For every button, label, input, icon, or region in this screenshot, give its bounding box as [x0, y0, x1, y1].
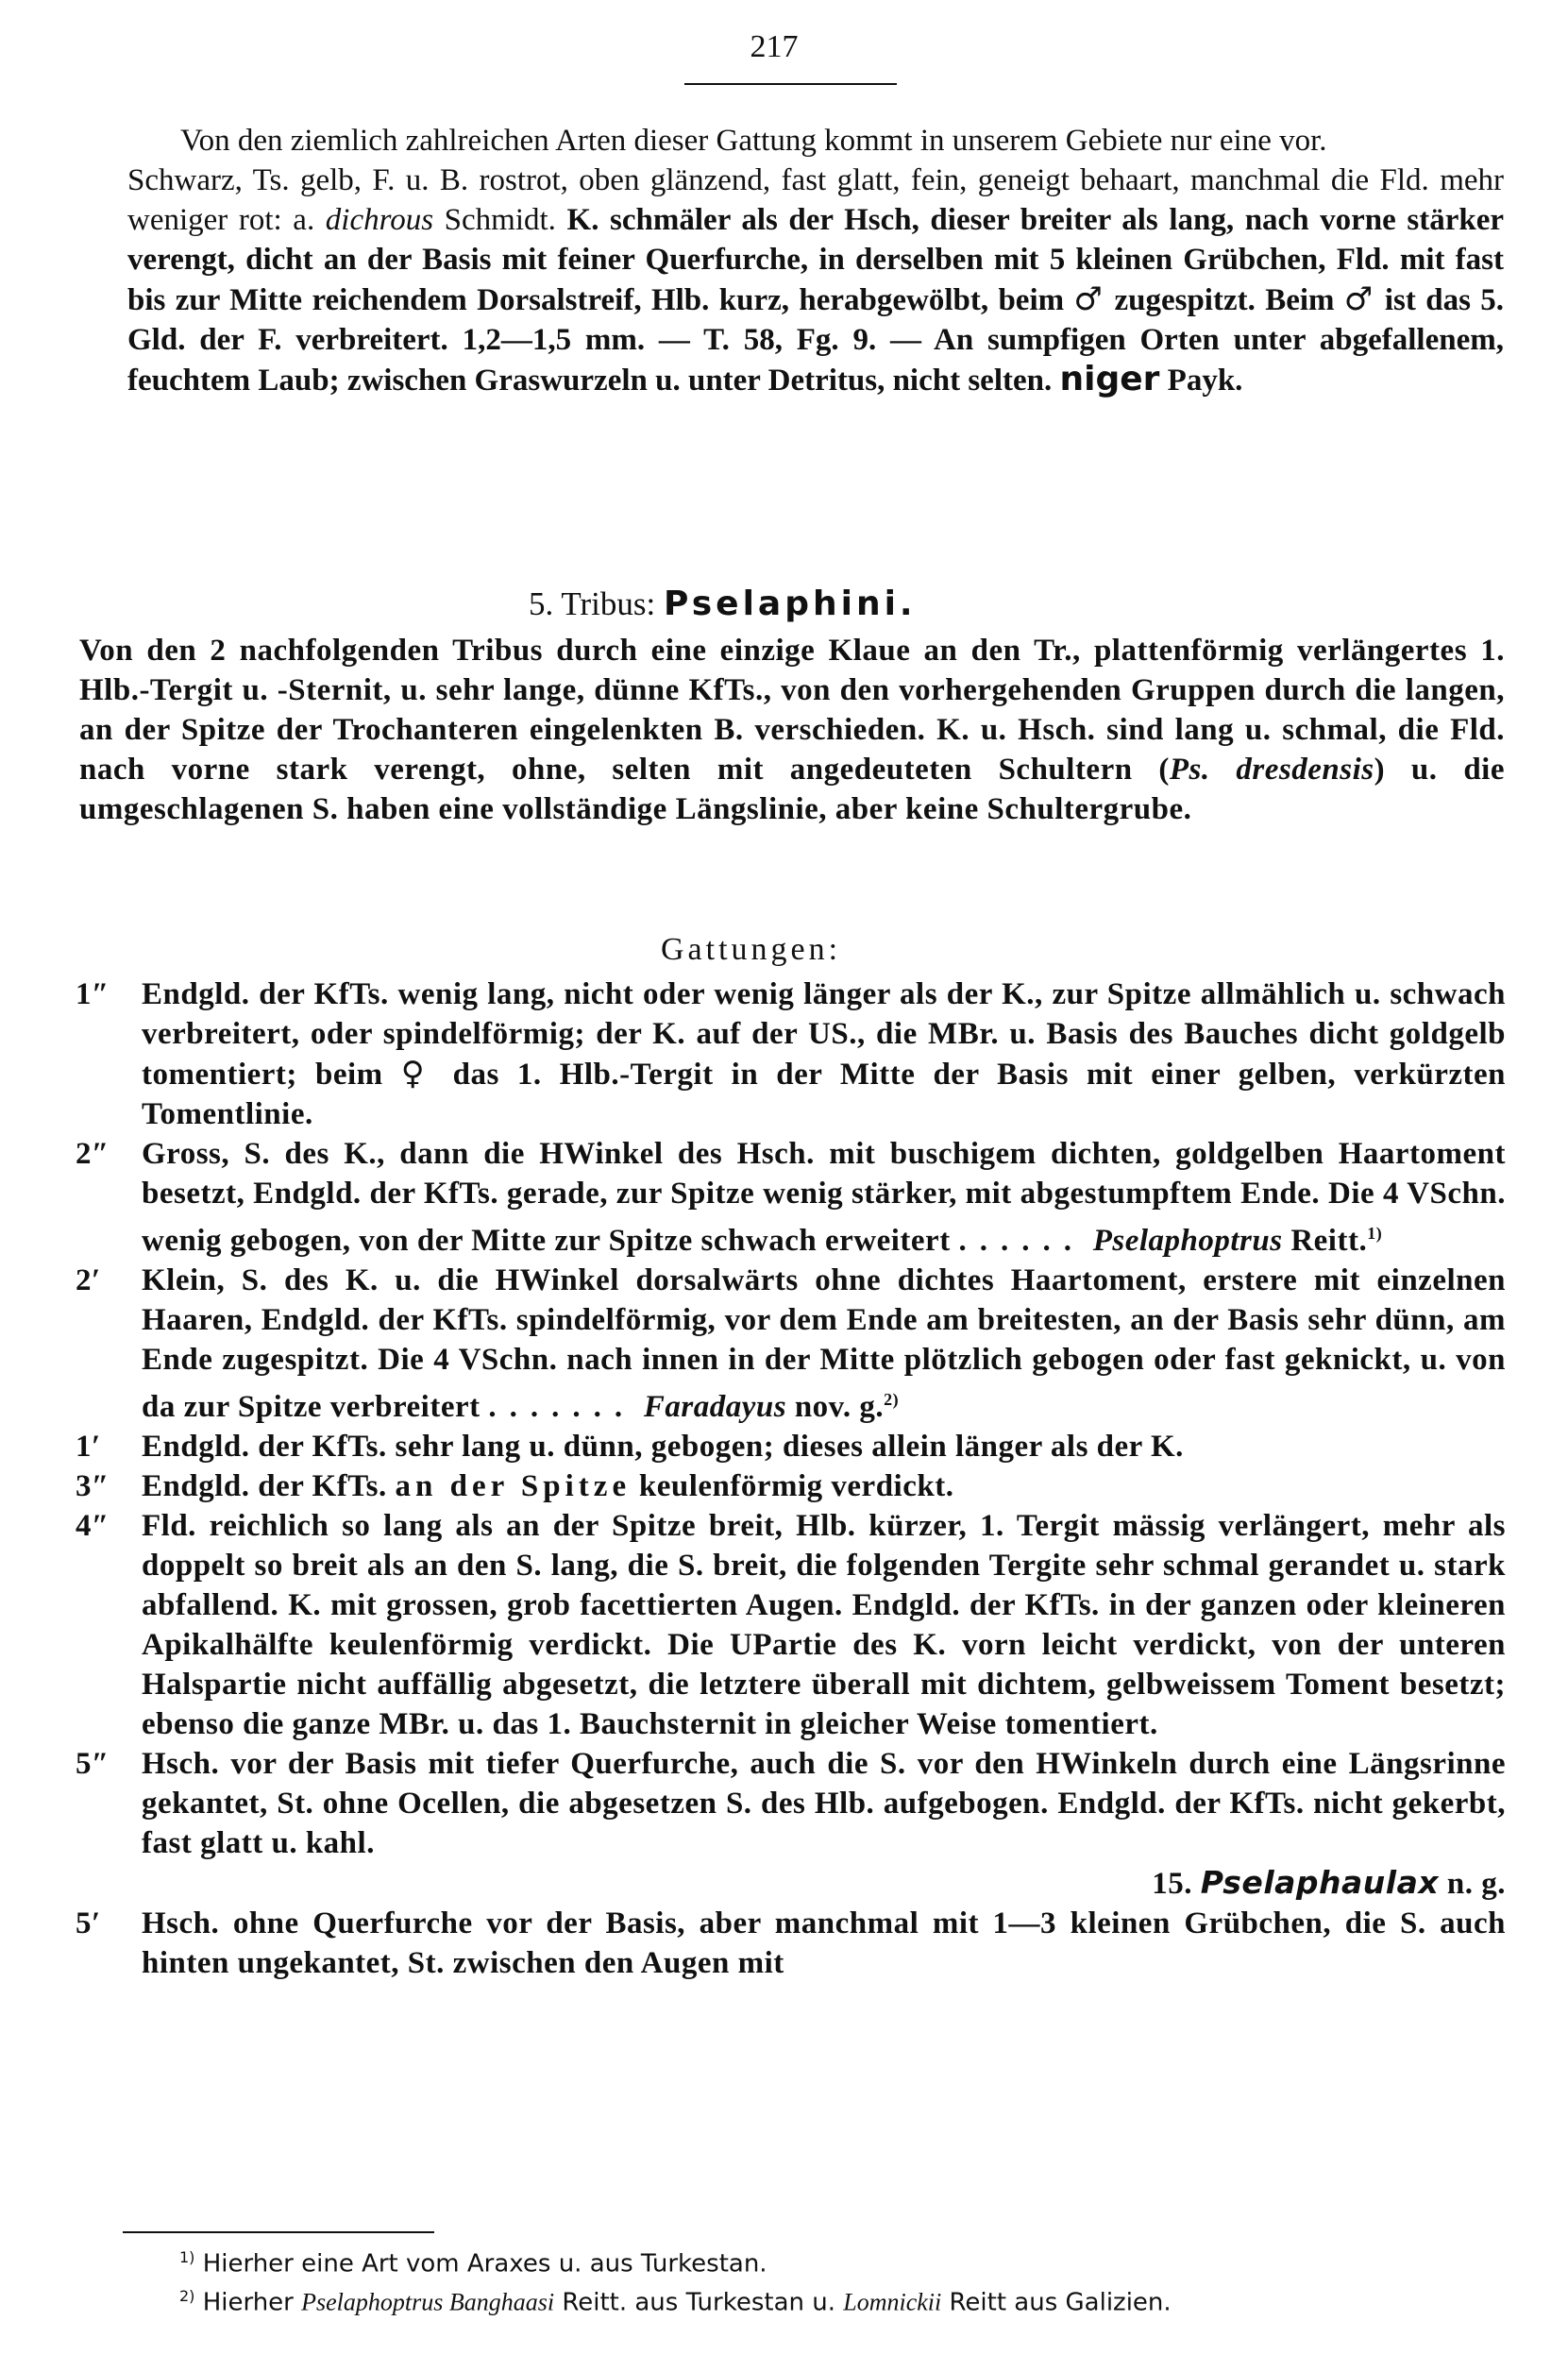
genus-name: Faradayus [643, 1390, 787, 1424]
key-entry [76, 1261, 1506, 1427]
genus-name: Pselaphaulax [1200, 1864, 1440, 1901]
desc-part-d: zugespitzt. Beim [1114, 283, 1335, 317]
tribus-prefix: 5. Tribus: [529, 585, 656, 622]
footnote-species: Pselaphoptrus Banghaasi [301, 2288, 555, 2316]
key-text: Hsch. vor der Basis mit tiefer Querfurche, auch die S. vor den HWinkeln durch eine Längsrinne gekantet, St. ohne Ocellen, die abgesetzen S. des Hlb. aufgebogen. Endgld. der KfTs. nicht gekerbt, fast glatt u. kahl. [142, 1747, 1506, 1860]
key-number: 4″ [76, 1509, 110, 1543]
key-text: Hsch. ohne Querfurche vor der Basis, aber manchmal mit 1—3 kleinen Grübchen, die S. auch hinten ungekantet, St. zwischen den Augen mit [142, 1906, 1506, 1980]
desc-part-a: Schwarz, Ts. gelb, F. u. B. rostrot, oben glänzend, fast glatt, fein, geneigt behaart, manchmal die Fld. mehr weniger rot: a. [127, 163, 1504, 237]
dichrous-name: dichrous [325, 203, 434, 237]
male-symbol-icon: ♂ [1073, 280, 1105, 318]
footnote-text-mid: Reitt. aus Turkestan u. [562, 2288, 835, 2317]
genus-author: nov. g. [794, 1390, 885, 1424]
species-description [127, 161, 1504, 400]
intro-paragraph [78, 121, 1504, 161]
genus-author: n. g. [1446, 1867, 1506, 1901]
key-number: 2′ [76, 1263, 101, 1297]
footnote-text: Hierher eine Art vom Araxes u. aus Turkestan. [202, 2249, 767, 2279]
footnote-text-end: Reitt aus Galizien. [949, 2288, 1172, 2317]
male-symbol-icon: ♂ [1343, 280, 1375, 318]
footnote [179, 2242, 1501, 2280]
tribus-name: Pselaphini. [664, 585, 917, 623]
genus-name: Pselaphoptrus [1092, 1224, 1283, 1258]
footnote-rule [123, 2231, 434, 2233]
key-text-spaced: an der Spitze [395, 1469, 632, 1503]
key-text: Klein, S. des K. u. die HWinkel dorsalwärts ohne dichtes Haartoment, erstere mit einzelnen Haaren, Endgld. der KfTs. spindelförmig, vor dem Ende am breitesten, an der Basis sehr dünn, am Ende zugespitzt. Die 4 VSchn. nach innen in der Mitte plötzlich gebogen oder fast geknickt, u. von da zur Spitze verbreitert [142, 1263, 1506, 1424]
tribus-desc-species: Ps. dresdensis [1169, 753, 1374, 787]
desc-part-e: ist das 5. Gld. der F. verbreitert. 1,2—1,5 mm. — T. 58, Fg. 9. — An sumpfigen Orten unter abgefallenem, feuchtem Laub; zwischen Graswurzeln u. unter Detritus, nicht selten. [127, 283, 1505, 398]
key-entry [76, 1904, 1506, 1983]
key-text: Endgld. der KfTs. [142, 1469, 387, 1503]
key-entry [76, 1466, 1506, 1506]
footnote-species: Lomnickii [843, 2288, 942, 2316]
desc-part-c: K. schmäler als der Hsch, dieser breiter als lang, nach vorne stärker verengt, dicht an der Basis mit feiner Querfurche, in derselben mit 5 kleinen Grübchen, Fld. mit fast bis zur Mitte reichendem Dorsalstreif, Hlb. kurz, herabgewölbt, beim [127, 203, 1505, 317]
species-name: niger [1059, 360, 1160, 398]
key-text: Endgld. der KfTs. wenig lang, nicht oder wenig länger als der K., zur Spitze allmählich u. schwach verbreitert, oder spindelförmig; der K. auf der US., die MBr. u. Basis des Bauches dicht goldgelb tomentiert; beim [142, 977, 1506, 1092]
leader-dots: ...... [958, 1224, 1085, 1258]
genus-number: 15. [1152, 1867, 1193, 1901]
key-text: Gross, S. des K., dann die HWinkel des Hsch. mit buschigem dichten, goldgelben Haartoment besetzt, Endgld. der KfTs. gerade, zur Spitze wenig stärker, mit abgestumpftem Ende. Die 4 VSchn. wenig gebogen, von der Mitte zur Spitze schwach erweitert [142, 1137, 1506, 1258]
intro-line: Von den ziemlich zahlreichen Arten dieser Gattung kommt in unserem Gebiete nur eine vor. [180, 124, 1327, 158]
key-entry [76, 974, 1506, 1134]
tribus-heading [529, 584, 917, 625]
key-entry [76, 1506, 1506, 1744]
footnote-ref: 1) [1367, 1224, 1383, 1243]
genus-result [142, 1863, 1506, 1904]
intro-section [127, 121, 1505, 400]
key-number: 3″ [76, 1469, 110, 1503]
header-rule [684, 83, 897, 85]
species-author: Payk. [1167, 364, 1243, 398]
key-text: Fld. reichlich so lang als an der Spitze breit, Hlb. kürzer, 1. Tergit mässig verlängert, mehr als doppelt so breit als an den S. lang, die S. breit, die folgenden Tergite sehr schmal gerandet u. stark abfallend. K. mit grossen, grob facettierten Augen. Endgld. der KfTs. in der ganzen oder kleineren Apikalhälfte keulenförmig verdickt. Die UPartie des K. vorn leicht verdickt, von der unteren Halspartie nicht auffällig abgesetzt, die letztere überall mit dichtem, gelbweissem Toment besetzt; ebenso die ganze MBr. u. das 1. Bauchsternit in gleicher Weise tomentiert. [142, 1509, 1506, 1741]
key-text: Endgld. der KfTs. sehr lang u. dünn, gebogen; dieses allein länger als der K. [142, 1430, 1184, 1464]
genus-key [76, 974, 1506, 1983]
tribus-desc-b: ) u. die umgeschlagenen S. haben eine vollständige Längslinie, aber keine Schultergrube. [79, 753, 1505, 826]
desc-part-b: Schmidt. [444, 203, 556, 237]
key-text-end: keulenförmig verdickt. [638, 1469, 954, 1503]
tribus-paragraph [79, 631, 1505, 829]
key-number: 1″ [76, 977, 110, 1011]
footnotes [179, 2242, 1501, 2318]
gattungen-heading: Gattungen: [661, 932, 842, 967]
female-symbol-icon: ♀ [400, 1055, 435, 1093]
leader-dots: ....... [488, 1390, 636, 1424]
key-number: 2″ [76, 1137, 110, 1171]
page-number: 217 [750, 29, 799, 64]
genus-author: Reitt. [1290, 1224, 1368, 1258]
key-number: 5″ [76, 1747, 110, 1781]
key-number: 1′ [76, 1430, 101, 1464]
key-entry [76, 1134, 1506, 1261]
footnote-mark: 1) [179, 2248, 195, 2266]
key-number: 5′ [76, 1906, 101, 1940]
key-entry [76, 1427, 1506, 1466]
key-entry [76, 1744, 1506, 1904]
tribus-desc-a: Von den 2 nachfolgenden Tribus durch eine einzige Klaue an den Tr., plattenförmig verlängertes 1. Hlb.-Tergit u. -Sternit, u. sehr lange, dünne KfTs., von den vorhergehenden Gruppen durch die langen, an der Spitze der Trochanteren eingelenkten B. verschieden. K. u. Hsch. sind lang u. schmal, die Fld. nach vorne stark verengt, ohne, selten mit angedeuteten Schultern ( [79, 634, 1505, 787]
footnote-text: Hierher [202, 2288, 294, 2317]
footnote-mark: 2) [179, 2286, 195, 2305]
footnote [179, 2280, 1501, 2319]
tribus-description [79, 631, 1505, 829]
key-text-2: das 1. Hlb.-Tergit in der Mitte der Basis mit einer gelben, verkürzten Tomentlinie. [142, 1058, 1507, 1131]
footnote-ref: 2) [884, 1390, 900, 1409]
